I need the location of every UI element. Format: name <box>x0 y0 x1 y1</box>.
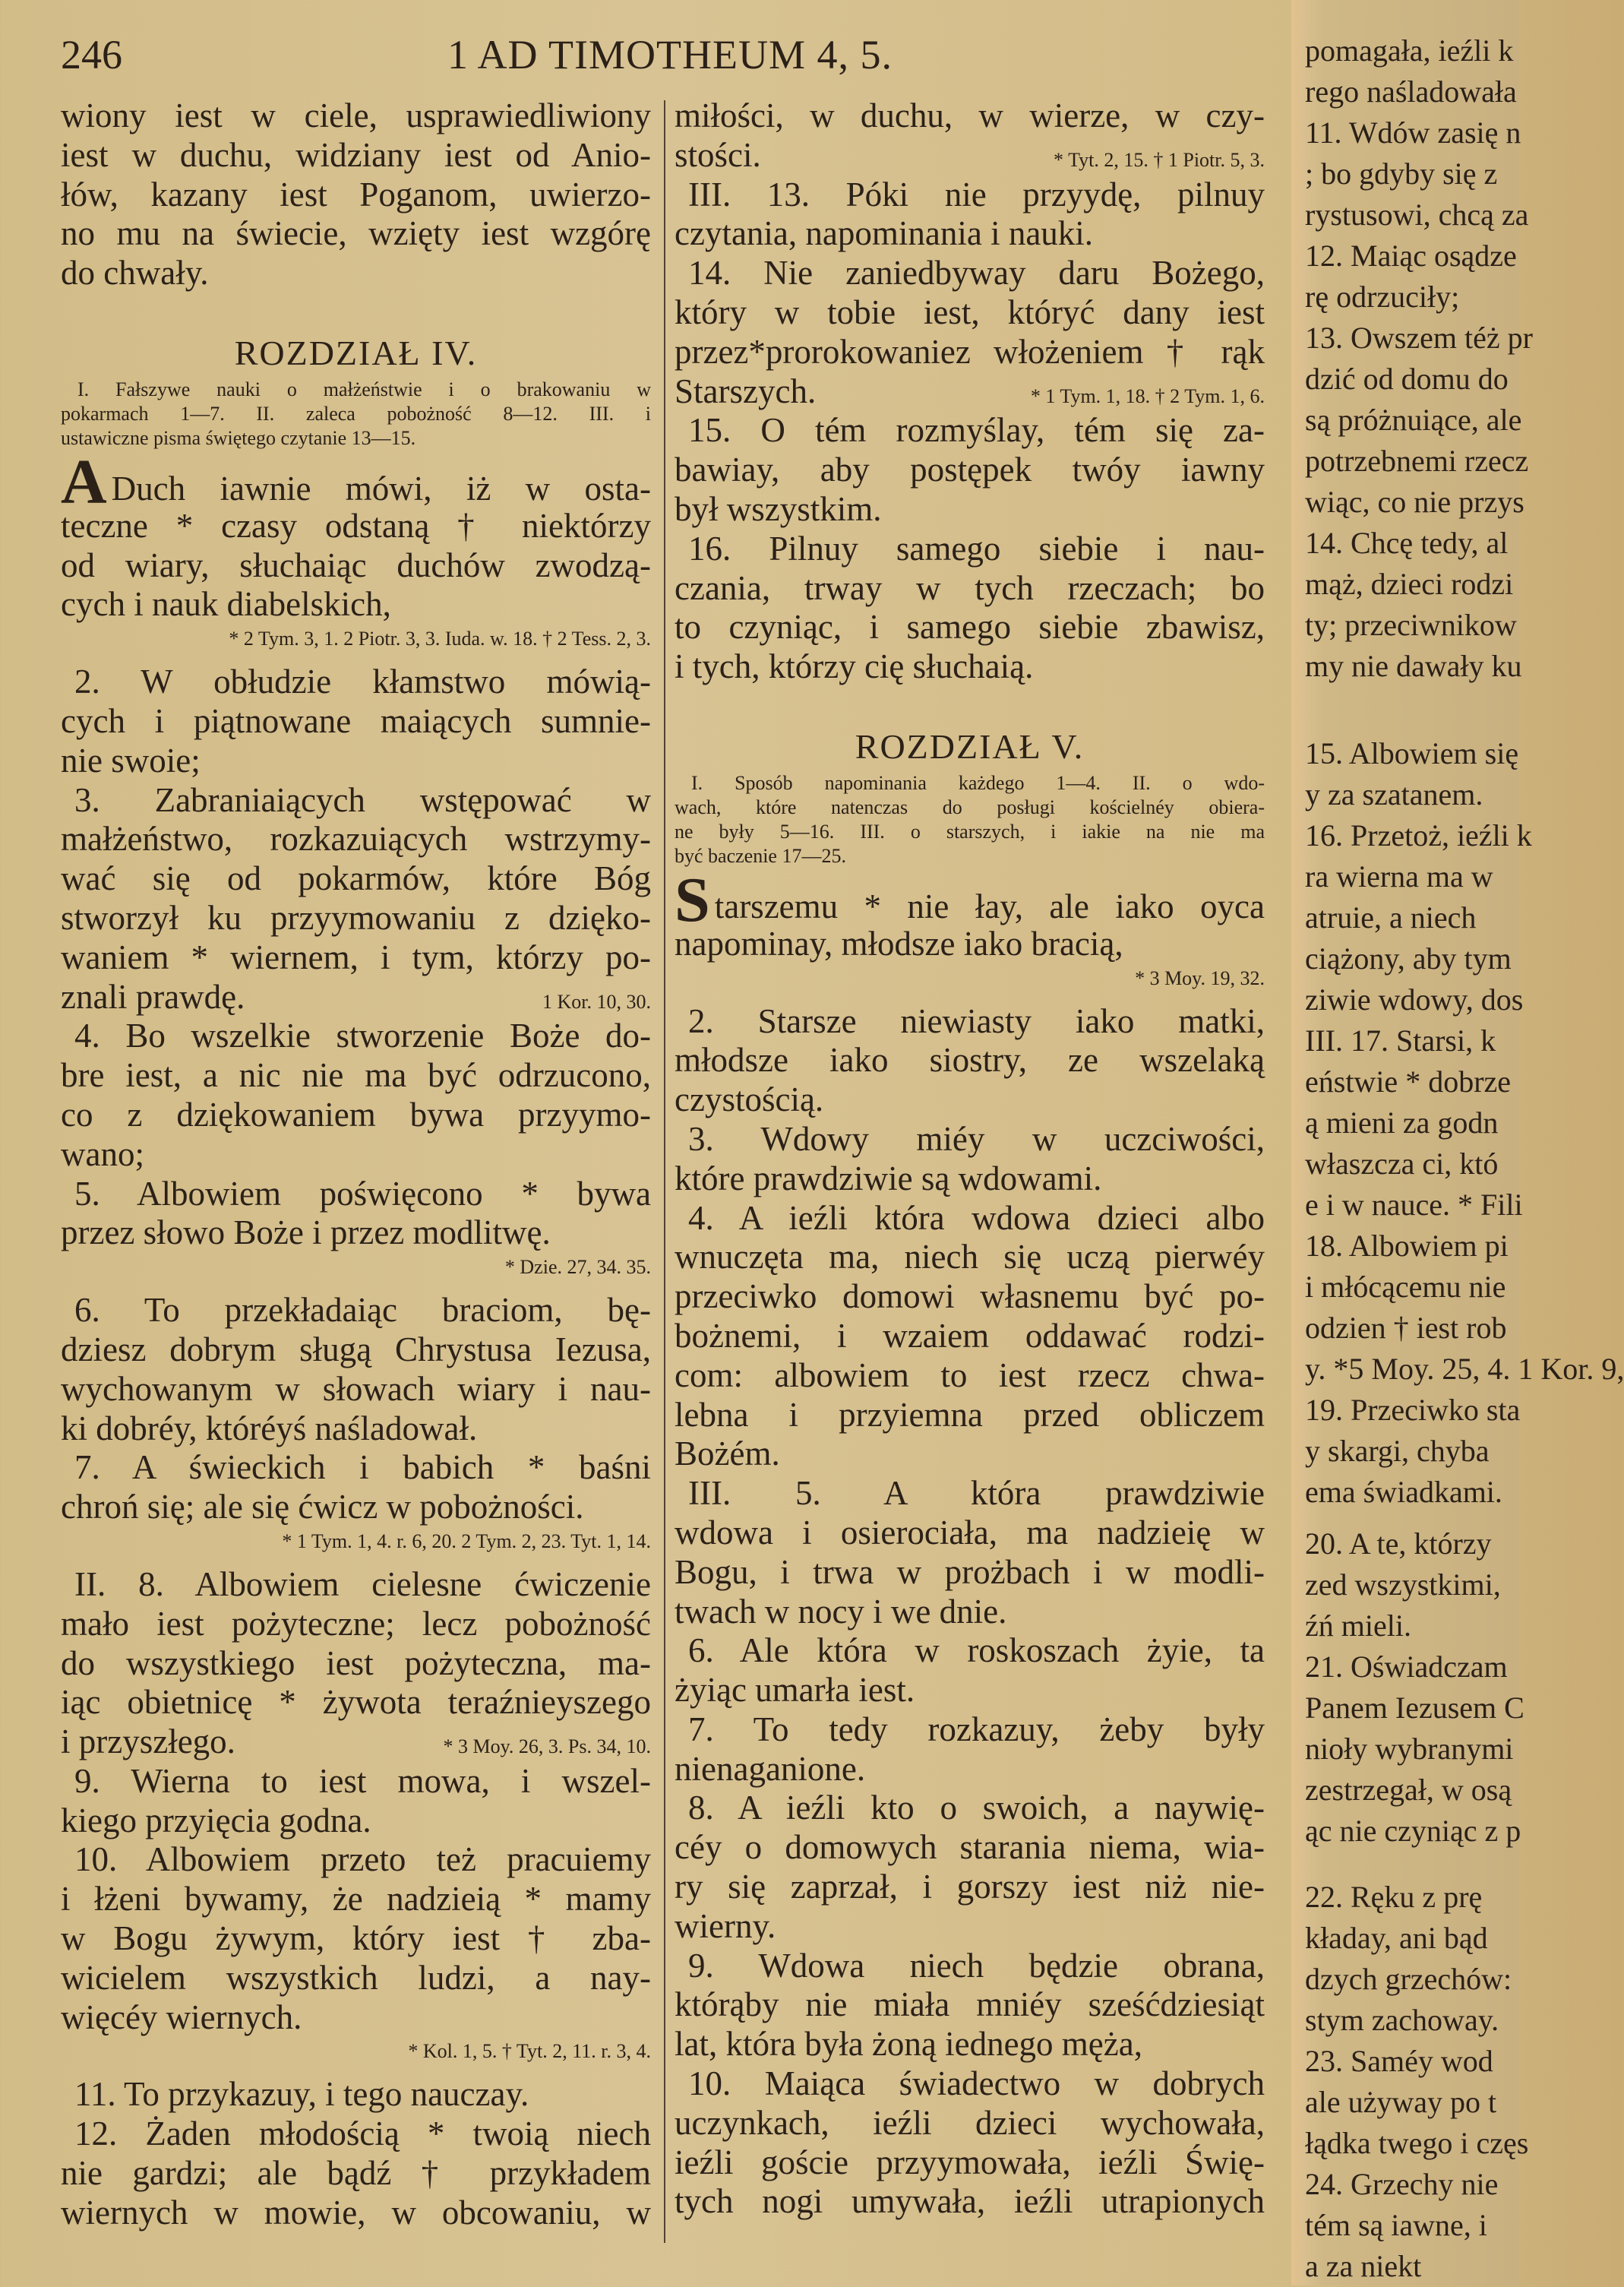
verse-line: bawiay, aby postępek twóy iawny <box>675 451 1265 489</box>
verse-line: 6. Ale która w roskoszach żyie, ta <box>688 1631 1265 1670</box>
chapter-summary-line: ustawiczne pisma świętego czytanie 13—15. <box>61 426 416 449</box>
facing-page-line: stym zachoway. <box>1305 2003 1499 2037</box>
facing-page-line: 20. A te, którzy <box>1305 1526 1492 1561</box>
facing-page-line: ąc nie czyniąc z p <box>1305 1814 1521 1848</box>
facing-page-line: kładay, ani bąd <box>1305 1921 1488 1955</box>
verse-line: więcéy wiernych. <box>61 1998 302 2036</box>
facing-page-line: 24. Grzechy nie <box>1305 2167 1499 2201</box>
verse-line: to czyniąc, i samego siebie zbawisz, <box>675 608 1265 647</box>
verse-line: lat, która była żoną iednego męża, <box>675 2025 1142 2064</box>
verse-line: żyiąc umarła iest. <box>675 1671 915 1710</box>
verse-line: i łżeni bywamy, że nadzieią * mamy <box>61 1880 651 1918</box>
verse-text: tarszemu * nie łay, ale iako oyca <box>714 887 1265 925</box>
verse-line: wychowanym w słowach wiary i nau- <box>61 1369 651 1408</box>
facing-page-line: my nie dawały ku <box>1305 649 1522 683</box>
verse-line: 12. Żaden młodością * twoią niech <box>74 2115 651 2153</box>
verse-line: 10. Maiąca świadectwo w dobrych <box>688 2064 1265 2103</box>
verse-text: Duch iawnie mówi, iż w osta- <box>111 469 651 508</box>
facing-page-line: i młócącemu nie <box>1305 1270 1506 1304</box>
facing-page-line: a za niekt <box>1305 2249 1422 2283</box>
verse-line: 16. Pilnuy samego siebie i nau- <box>688 529 1265 568</box>
verse-line: wano; <box>61 1134 144 1173</box>
verse-line: przeciwko domowi własnemu być po- <box>675 1277 1265 1316</box>
cross-reference-note: * Tyt. 2, 15. † 1 Piotr. 5, 3. <box>1054 148 1265 171</box>
chapter-summary-line: I. Sposób napominania każdego 1—4. II. o wdo- <box>691 771 1265 794</box>
verse-line: do chwały. <box>61 254 209 293</box>
verse-line: wnuczęta ma, niech się uczą pierwéy <box>675 1238 1265 1276</box>
facing-page-line: y. *5 Moy. 25, 4. 1 Kor. 9, <box>1305 1352 1624 1386</box>
verse-line: wicielem wszystkich ludzi, a nay- <box>61 1958 651 1997</box>
verse-line: wać się od pokarmów, które Bóg <box>61 859 651 898</box>
verse-line: iest w duchu, widziany iest od Anio- <box>61 135 651 174</box>
verse-line: młodsze iako siostry, ze wszelaką <box>675 1041 1265 1080</box>
facing-page-line: potrzebnemi rzecz <box>1305 444 1529 478</box>
verse-paragraph <box>61 781 651 1017</box>
verse-paragraph <box>61 1448 651 1527</box>
verse-line: lebna i przyiemna przed obliczem <box>675 1395 1265 1434</box>
facing-page-line: 21. Oświadczam <box>1305 1650 1508 1684</box>
verse-paragraph <box>61 2115 651 2232</box>
facing-page-line: ziwie wdowy, dos <box>1305 982 1524 1017</box>
cross-reference-note: * 3 Moy. 19, 32. <box>1135 966 1265 989</box>
verse-line: wiony iest w ciele, usprawiedliwiony <box>61 96 651 134</box>
facing-page-line: e i w nauce. * Fili <box>1305 1188 1523 1222</box>
verse-paragraph <box>675 2064 1265 2222</box>
verse-line: 8. A ieźli kto o swoich, a naywię- <box>688 1789 1265 1827</box>
verse-paragraph <box>675 864 1265 964</box>
facing-page-line: 18. Albowiem pi <box>1305 1229 1509 1263</box>
verse-line: który w tobie iest, któryć dany iest <box>675 293 1265 331</box>
verse-line: nienaganione. <box>675 1749 866 1788</box>
facing-page-line: 11. Wdów zasię n <box>1305 115 1521 150</box>
facing-page-line: ; bo gdyby się z <box>1305 157 1498 191</box>
facing-page-line: odzien † iest rob <box>1305 1311 1507 1345</box>
facing-page-line: właszcza ci, któ <box>1305 1147 1499 1181</box>
facing-page-line: III. 17. Starsi, k <box>1305 1023 1496 1058</box>
verse-paragraph <box>61 1017 651 1174</box>
verse-line: II. 8. Albowiem cielesne ćwiczenie <box>74 1564 651 1603</box>
verse-line: do wszystkiego iest pożyteczna, ma- <box>61 1643 651 1682</box>
verse-paragraph <box>61 1175 651 1254</box>
verse-line: którąby nie miała mniéy sześćdziesiąt <box>675 1985 1265 2024</box>
verse-line: kiego przyięcia godna. <box>61 1801 371 1839</box>
cross-reference-note: * Dzie. 27, 34. 35. <box>504 1256 651 1279</box>
verse-paragraph <box>675 530 1265 687</box>
verse-line: napominay, młodsze iako bracią, <box>675 924 1123 963</box>
page-number: 246 <box>61 32 122 77</box>
verse-line: no mu na świecie, wzięty iest wzgórę <box>61 214 651 253</box>
verse-line: łów, kazany iest Poganom, uwierzo- <box>61 175 651 214</box>
verse-paragraph <box>61 1840 651 2037</box>
verse-paragraph <box>675 1710 1265 1789</box>
verse-line: nie swoie; <box>61 741 201 780</box>
facing-page-line: 14. Chcę tedy, al <box>1305 526 1509 560</box>
verse-line <box>61 446 651 517</box>
chapter-summary-line: być baczenie 17—25. <box>675 844 846 867</box>
facing-page-line: 23. Saméy wod <box>1305 2044 1493 2078</box>
verse-line: Bogu, i trwa w prożbach i w modli- <box>675 1552 1265 1591</box>
verse-line: czystością. <box>675 1080 824 1119</box>
facing-page-line: y za szatanem. <box>1305 777 1483 811</box>
cross-reference-note: 1 Kor. 10, 30. <box>542 990 651 1013</box>
verse-line: teczne * czasy odstaną † niektórzy <box>61 506 651 545</box>
facing-page-line: ty; przeciwnikow <box>1305 608 1517 642</box>
verse-paragraph <box>675 1199 1265 1475</box>
verse-line: 7. A świeckich i babich * baśni <box>74 1448 651 1487</box>
chapter-heading: ROZDZIAŁ IV. <box>234 333 478 372</box>
facing-page-line: atruie, a niech <box>1305 900 1477 935</box>
verse-line: III. 5. A która prawdziwie <box>688 1474 1265 1513</box>
cross-reference-note: * 3 Moy. 26, 3. Ps. 34, 10. <box>443 1735 651 1758</box>
verse-line: dziesz dobrym sługą Chrystusa Iezusa, <box>61 1330 651 1368</box>
verse-line: wiernych w mowie, w obcowaniu, w <box>61 2193 651 2232</box>
verse-line: uczynkach, ieźli dzieci wychowała, <box>675 2103 1265 2142</box>
verse-line: stworzył ku przyymowaniu z dzięko- <box>61 898 651 937</box>
verse-line: cych i nauk diabelskich, <box>61 585 391 624</box>
cross-reference-note: * 2 Tym. 3, 1. 2 Piotr. 3, 3. Iuda. w. 18. † 2 Tess. 2, 3. <box>229 628 651 650</box>
verse-paragraph <box>675 1947 1265 2064</box>
chapter-summary-line: wach, które natenczas do posługi kościelnéy obiera- <box>675 796 1265 818</box>
verse-line: bożnemi, i wzaiem oddawać rodzi- <box>675 1316 1265 1355</box>
chapter-summary-line: ne były 5—16. III. o starszych, i iakie na nie ma <box>675 820 1265 843</box>
verse-line: 10. Albowiem przeto też pracuiemy <box>74 1840 651 1879</box>
facing-page-line: rego naśladowała <box>1305 74 1517 109</box>
column-divider <box>664 100 665 2243</box>
verse-line: które prawdziwie są wdowami. <box>675 1159 1102 1197</box>
cross-reference-note: * Kol. 1, 5. † Tyt. 2, 11. r. 3, 4. <box>408 2040 651 2063</box>
chapter-summary-line: I. Fałszywe nauki o małżeństwie i o brakowaniu w <box>77 378 651 400</box>
facing-page-line: 16. Przetoż, ieźli k <box>1305 818 1532 852</box>
cross-reference-note: * 1 Tym. 1, 18. † 2 Tym. 1, 6. <box>1030 384 1265 407</box>
verse-line: 3. Wdowy miéy w uczciwości, <box>688 1119 1265 1158</box>
verse-line: 4. Bo wszelkie stworzenie Boże do- <box>74 1017 651 1055</box>
facing-page-line: rę odrzuciły; <box>1305 280 1460 314</box>
verse-line: wierny. <box>675 1906 776 1945</box>
facing-page-line: 19. Przeciwko sta <box>1305 1393 1521 1427</box>
cross-reference-note: * 1 Tym. 1, 4. r. 6, 20. 2 Tym. 2, 23. Tyt. 1, 14. <box>282 1529 651 1552</box>
verse-line: 4. A ieźli która wdowa dzieci albo <box>688 1198 1265 1237</box>
verse-line: przez*prorokowaniez włożeniem † rąk <box>675 332 1265 371</box>
facing-page-line: ema świadkami. <box>1305 1475 1502 1509</box>
verse-paragraph <box>61 96 651 293</box>
drop-cap: A <box>61 446 107 517</box>
facing-page-line: są próżnuiące, ale <box>1305 403 1522 437</box>
verse-line: chroń się; ale się ćwicz w pobożności. <box>61 1488 584 1526</box>
verse-line: 9. Wierna to iest mowa, i wszel- <box>74 1761 651 1800</box>
verse-line: 14. Nie zaniedbyway daru Bożego, <box>688 254 1265 293</box>
verse-paragraph <box>675 1002 1265 1120</box>
verse-line: bre iest, a nic nie ma być odrzucono, <box>61 1056 651 1095</box>
verse-text: i przyszłego. <box>61 1722 235 1761</box>
facing-page-line: ale używay po t <box>1305 2085 1497 2119</box>
verse-text: znali prawdę. <box>61 977 245 1016</box>
verse-paragraph <box>675 1631 1265 1710</box>
facing-page-line: eństwie * dobrze <box>1305 1064 1512 1099</box>
verse-paragraph <box>675 1474 1265 1631</box>
verse-line: céy o domowych starania niema, wia- <box>675 1828 1265 1867</box>
verse-line: co z dziękowaniem bywa przyymo- <box>61 1095 651 1134</box>
verse-line: i tych, którzy cię słuchaią. <box>675 647 1034 686</box>
facing-page-line: y skargi, chyba <box>1305 1434 1490 1468</box>
verse-line <box>675 864 1265 935</box>
verse-line: nie gardzi; ale bądź † przykładem <box>61 2154 651 2193</box>
verse-line: ry się zaprzał, i gorszy iest niż nie- <box>675 1868 1265 1906</box>
verse-line: 6. To przekładaiąc braciom, bę- <box>74 1291 651 1330</box>
verse-line: miłości, w duchu, w wierze, w czy- <box>675 96 1265 134</box>
verse-line: waniem * wiernem, i tym, którzy po- <box>61 938 651 976</box>
verse-paragraph <box>675 176 1265 255</box>
verse-line: III. 13. Póki nie przyydę, pilnuy <box>688 175 1265 214</box>
verse-line <box>675 372 1265 412</box>
facing-page-line: zestrzegał, w osą <box>1305 1773 1512 1807</box>
verse-line <box>61 1722 651 1762</box>
verse-line: iąc obietnicę * żywota teraźnieyszego <box>61 1683 651 1722</box>
facing-page-line: 15. Albowiem się <box>1305 736 1519 770</box>
facing-page-line: mąż, dzieci rodzi <box>1305 567 1514 601</box>
verse-line: mało iest pożyteczne; lecz pobożność <box>61 1604 651 1643</box>
facing-page-line: rystusowi, chcą za <box>1305 198 1529 232</box>
verse-paragraph <box>61 663 651 780</box>
verse-line: czytania, napominania i nauki. <box>675 214 1094 253</box>
verse-line: 15. O tém rozmyślay, tém się za- <box>688 411 1265 450</box>
verse-paragraph <box>675 1789 1265 1946</box>
verse-line: małżeństwo, rozkazuiących wstrzymy- <box>61 820 651 859</box>
verse-line <box>61 978 651 1017</box>
verse-paragraph <box>61 1762 651 1841</box>
running-title: 1 AD TIMOTHEUM 4, 5. <box>447 32 893 77</box>
facing-page-line: 13. Owszem téż pr <box>1305 321 1533 355</box>
facing-page-line: tém są iawne, i <box>1305 2208 1487 2242</box>
verse-line: tych nogi umywała, ieźli utrapionych <box>675 2182 1265 2221</box>
verse-line: czania, trway w tych rzeczach; bo <box>675 568 1265 607</box>
facing-page-line: 22. Ręku z prę <box>1305 1880 1483 1914</box>
facing-page-line: dzić od domu do <box>1305 362 1509 396</box>
chapter-summary-line: pokarmach 1—7. II. zaleca pobożność 8—12. III. i <box>61 402 651 425</box>
verse-line: Bożém. <box>675 1435 780 1473</box>
verse-paragraph <box>675 96 1265 176</box>
facing-page-line: źń mieli. <box>1305 1608 1411 1643</box>
facing-page-line: zed wszystkimi, <box>1305 1567 1501 1602</box>
verse-paragraph <box>675 254 1265 411</box>
verse-line: 2. W obłudzie kłamstwo mówią- <box>74 663 651 701</box>
verse-line: 2. Starsze niewiasty iako matki, <box>688 1001 1265 1040</box>
verse-paragraph <box>675 411 1265 529</box>
facing-page-line: nioły wybranymi <box>1305 1732 1514 1766</box>
verse-line: twach w nocy i we dnie. <box>675 1592 1007 1631</box>
facing-page-line: Panem Iezusem C <box>1305 1691 1524 1725</box>
verse-line <box>675 136 1265 176</box>
chapter-heading: ROZDZIAŁ V. <box>855 726 1085 766</box>
verse-paragraph <box>61 1565 651 1762</box>
drop-cap: S <box>675 864 710 935</box>
verse-line: od wiary, słuchaiąc duchów zwodzą- <box>61 546 651 584</box>
facing-page-edge <box>1291 0 1624 2285</box>
left-text-column <box>61 96 651 2233</box>
verse-line: ieźli goście przyymowała, ieźli Świę- <box>675 2143 1265 2181</box>
verse-text: stości. <box>675 135 761 174</box>
facing-page-line: wiąc, co nie przys <box>1305 485 1524 519</box>
verse-line: przez słowo Boże i przez modlitwę. <box>61 1213 551 1252</box>
verse-paragraph <box>675 1120 1265 1199</box>
verse-line: wdowa i osierociała, ma nadzieię w <box>675 1513 1265 1552</box>
facing-page-line: pomagała, ieźli k <box>1305 33 1514 68</box>
verse-line: ki dobréy, któréyś naśladował. <box>61 1409 478 1447</box>
verse-paragraph <box>61 446 651 625</box>
verse-line: com: albowiem to iest rzecz chwa- <box>675 1355 1265 1394</box>
verse-line: 7. To tedy rozkazuy, żeby były <box>688 1710 1265 1748</box>
facing-page-line: dzych grzechów: <box>1305 1962 1512 1996</box>
right-text-column <box>675 96 1265 2222</box>
verse-paragraph <box>61 1291 651 1448</box>
verse-line: 5. Albowiem poświęcono * bywa <box>74 1174 651 1213</box>
verse-line: w Bogu żywym, który iest † zba- <box>61 1919 651 1958</box>
verse-line: 9. Wdowa niech będzie obrana, <box>688 1946 1265 1985</box>
verse-line: był wszystkim. <box>675 489 882 528</box>
verse-text: Starszych. <box>675 372 817 410</box>
facing-page-line: ą mieni za godn <box>1305 1106 1499 1140</box>
verse-paragraph <box>61 2075 651 2115</box>
facing-page-line: 12. Maiąc osądze <box>1305 239 1517 273</box>
facing-page-line: łądka twego i częs <box>1305 2126 1529 2160</box>
facing-page-line: ra wierna ma w <box>1305 859 1493 894</box>
verse-line: 3. Zabraniaiących wstępować w <box>74 780 651 819</box>
verse-line: cych i piątnowane maiących sumnie- <box>61 701 651 740</box>
verse-line: 11. To przykazuy, i tego nauczay. <box>74 2075 529 2114</box>
facing-page-line: ciążony, aby tym <box>1305 941 1512 976</box>
